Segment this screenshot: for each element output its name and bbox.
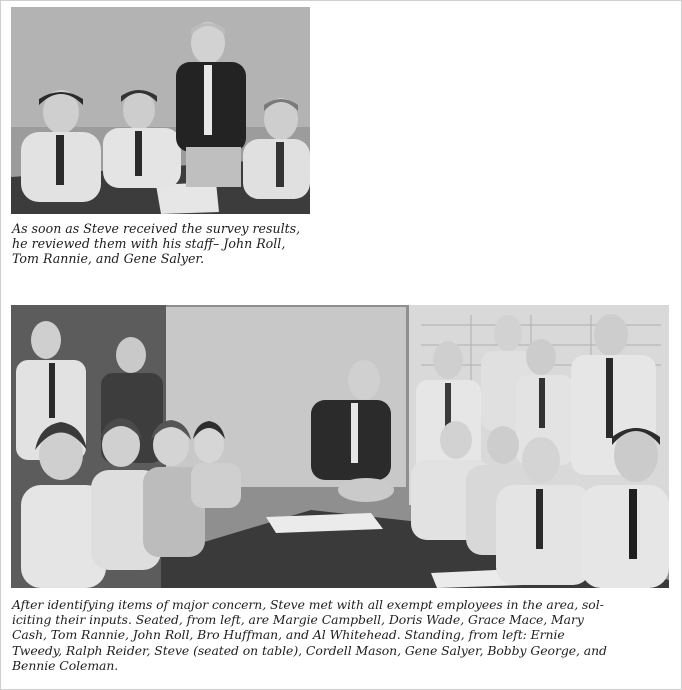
employee-meeting-photo — [11, 305, 669, 588]
staff-meeting-photo — [11, 7, 310, 214]
caption-line: Tweedy, Ralph Reider, Steve (seated on table), Cordell Mason, Gene Salyer, Bobby George, and — [12, 642, 607, 658]
caption-line: Tom Rannie, and Gene Salyer. — [12, 251, 205, 266]
staff-meeting-photo-drawing — [11, 7, 310, 214]
employee-meeting-caption — [12, 597, 674, 673]
caption-line: iciting their inputs. Seated, from left, are Margie Campbell, Doris Wade, Grace Mace, Mary — [12, 612, 584, 628]
caption-line: Bennie Coleman. — [12, 657, 119, 673]
caption-line: As soon as Steve received the survey results, — [12, 221, 301, 236]
caption-line: Cash, Tom Rannie, John Roll, Bro Huffman, and Al Whitehead. Standing, from left: Ernie — [12, 627, 565, 643]
caption-line: After identifying items of major concern, Steve met with all exempt employees in the area, sol- — [12, 597, 604, 612]
employee-meeting-photo-drawing — [11, 305, 669, 588]
caption-line: he reviewed them with his staff– John Roll, — [12, 236, 286, 251]
staff-meeting-caption — [12, 221, 342, 266]
